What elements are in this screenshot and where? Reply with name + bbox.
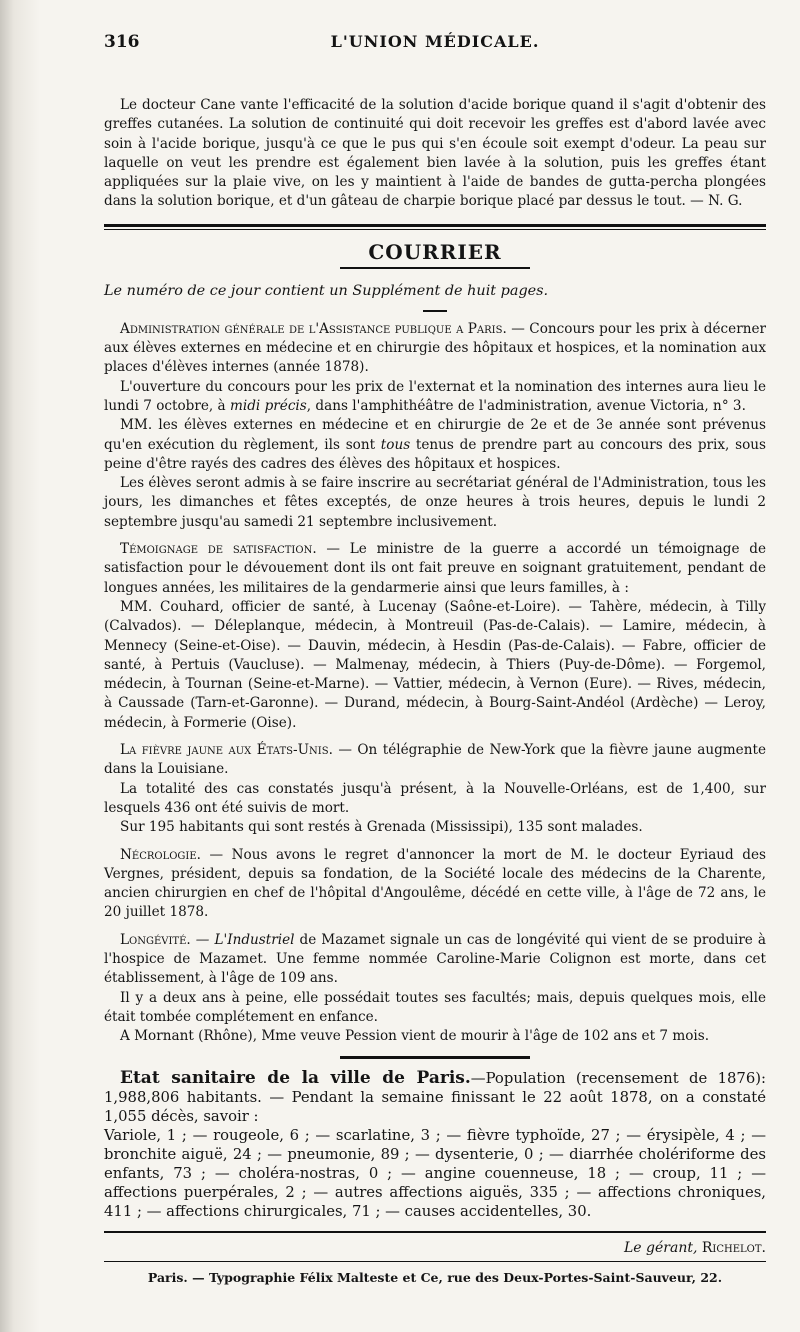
etat-text-a: —Population (recensement de 1876): 1,988,806 habitants. — Pendant la semaine finissant le 22 août 1878, on a constaté 1,055 décès, savoir : — [104, 1070, 767, 1126]
assistance-text-2-italic: midi précis — [229, 397, 307, 414]
necrologie-paragraph — [104, 846, 766, 923]
fievre-text-1: — On télégraphie de New-York que la fièvre jaune augmente dans la Louisiane. — [104, 742, 766, 778]
fievre-section — [104, 741, 766, 837]
longevite-text-italic: — L'Industriel — [195, 931, 295, 948]
small-divider — [423, 310, 447, 312]
etat-paragraph-2: Variole, 1 ; — rougeole, 6 ; — scarlatine, 3 ; — fièvre typhoïde, 27 ; — érysipèle, 4 ; — bronchite aiguë, 24 ; — pneumonie, 89 ; — dysenterie, 0 ; — diarrhée cholériforme des enfants, 73 ; — choléra-nostras, 0 ; — angine couenneuse, 18 ; — croup, 11 ; — affections puerpérales, 2 ; — autres affections aiguës, 335 ; — affections chroniques, 411 ; — affections chirurgicales, 71 ; — causes accidentelles, 30. — [104, 1127, 766, 1221]
necrologie-text: — Nous avons le regret d'annoncer la mort de M. le docteur Eyriaud des Vergnes, président, depuis sa fondation, de la Société locale des médecins de la Charente, ancien chirurgien en chef de l'hôpital d'Angoulême, décédé en cette ville, à l'âge de 72 ans, le 20 juillet 1878. — [104, 846, 766, 921]
temoignage-text-1: — Le ministre de la guerre a accordé un témoignage de satisfaction pour le dévouement dont ils ont fait preuve en soignant gratuitement, pendant de longues années, les militaires de la gendarmerie ainsi que leurs familles, à : — [104, 541, 766, 596]
temoignage-paragraph-2: MM. Couhard, officier de santé, à Lucenay (Saône-et-Loire). — Tahère, médecin, à Tilly (Calvados). — Déleplanque, médecin, à Montreuil (Pas-de-Calais). — Lamire, médecin, à Mennecy (Seine-et-Oise). — Dauvin, médecin, à Hesdin (Pas-de-Calais). — Fabre, officier de santé, à Pertuis (Vaucluse). — Malmenay, médecin, à Thiers (Puy-de-Dôme). — Forgemol, médecin, à Tournan (Seine-et-Marne). — Vattier, médecin, à Vernon (Eure). — Rives, médecin, à Caussade (Tarn-et-Garonne). — Durand, médecin, à Bourg-Saint-Andéol (Ardèche) — Leroy, médecin, à Formerie (Oise). — [104, 598, 766, 731]
fievre-paragraph-1 — [104, 741, 766, 780]
fievre-heading: La fièvre jaune aux États-Unis. — [120, 742, 333, 759]
assistance-paragraph-4: Les élèves seront admis à se faire inscrire au secrétariat général de l'Administration, tous les jours, les dimanches et fêtes exceptés, de onze heures à trois heures, depuis le lundi 2 septembre jusqu'au samedi 21 septembre inclusivement. — [104, 475, 766, 530]
necrologie-section — [104, 846, 766, 923]
title-underline — [340, 267, 530, 269]
gerant-label: Le gérant, — [624, 1240, 698, 1257]
assistance-text-3b: tenus de prendre part au concours des prix, sous peine d'être rayés des cadres des élèves des hôpitaux et hospices. — [104, 436, 766, 472]
section-title-courrier: COURRIER — [368, 239, 502, 264]
section-divider — [104, 224, 766, 230]
temoignage-section — [104, 540, 766, 733]
longevite-paragraph-1 — [104, 931, 766, 989]
longevite-text-1: de Mazamet signale un cas de longévité qui vient de se produire à l'hospice de Mazamet. Une femme nommée Caroline-Marie Colignon est morte, dans cet établissement, à l'âge de 109 ans. — [104, 931, 767, 987]
journal-title: L'UNION MÉDICALE. — [330, 32, 540, 51]
fievre-paragraph-2: La totalité des cas constatés jusqu'à présent, à la Nouvelle-Orléans, est de 1,400, sur lesquels 436 ont été suivis de mort. — [104, 780, 766, 816]
temoignage-heading: Témoignage de satisfaction. — [120, 541, 317, 558]
assistance-heading: Administration générale de l'Assistance publique a Paris. — [120, 320, 507, 337]
assistance-paragraph-2 — [104, 378, 766, 417]
running-head — [104, 24, 766, 64]
assistance-text-3-italic: tous — [380, 436, 411, 453]
footer-rule-2 — [104, 1261, 766, 1262]
temoignage-paragraph-1 — [104, 540, 766, 598]
longevite-heading: Longévité. — [120, 931, 191, 948]
page-number: 316 — [104, 32, 140, 52]
section-divider-2 — [340, 1056, 530, 1059]
assistance-paragraph-3 — [104, 416, 766, 474]
intro-paragraph: Le docteur Cane vante l'efficacité de la solution d'acide borique quand il s'agit d'obtenir des greffes cutanées. La solution de continuité qui doit recevoir les greffes est d'abord lavée avec soin à l'acide borique, jusqu'à ce que le pus qui s'en écoule soit exempt d'odeur. La peau sur laquelle on veut les prendre est également bien lavée à la solution, puis les greffes étant appliquées sur la plaie vive, on les y maintient à l'aide de bandes de gutta-percha plongées dans la solution borique, et d'un gâteau de charpie borique placé par dessus le tout. — N. G. — [104, 97, 766, 210]
etat-paragraph-1 — [104, 1069, 766, 1126]
gerant-name: Richelot. — [701, 1240, 766, 1257]
longevite-paragraph-3: A Mornant (Rhône), Mme veuve Pession vient de mourir à l'âge de 102 ans et 7 mois. — [120, 1028, 710, 1045]
printer-line: Paris. — Typographie Félix Malteste et Ce, rue des Deux-Portes-Saint-Sauveur, 22. — [147, 1270, 723, 1286]
footer-rule — [104, 1231, 766, 1233]
longevite-paragraph-2: Il y a deux ans à peine, elle possédait toutes ses facultés; mais, depuis quelques mois, elle était tombée complétement en enfance. — [104, 989, 766, 1025]
assistance-paragraph-1 — [104, 320, 766, 378]
assistance-text-3a: MM. les élèves externes en médecine et en chirurgie de 2e et de 3e année sont prévenus qu'en exécution du règlement, ils sont — [104, 417, 766, 453]
fievre-paragraph-3: Sur 195 habitants qui sont restés à Grenada (Mississipi), 135 sont malades. — [120, 819, 643, 836]
etat-title: Etat sanitaire de la ville de Paris. — [120, 1068, 471, 1089]
gerant-signature — [104, 1237, 766, 1259]
etat-section — [104, 1069, 766, 1221]
supplement-notice: Le numéro de ce jour contient un Supplément de huit pages. — [104, 282, 549, 299]
longevite-section — [104, 931, 766, 1047]
assistance-text-2b: , dans l'amphithéâtre de l'administration, avenue Victoria, n° 3. — [306, 397, 746, 414]
assistance-section — [104, 320, 766, 532]
assistance-text-2a: L'ouverture du concours pour les prix de l'externat et la nomination des internes aura lieu le lundi 7 octobre, à — [104, 378, 766, 414]
necrologie-heading: Nécrologie. — [120, 846, 201, 863]
assistance-text-1: — Concours pour les prix à décerner aux élèves externes en médecine et en chirurgie des hôpitaux et hospices, et la nomination aux places d'élèves internes (année 1878). — [104, 320, 766, 376]
